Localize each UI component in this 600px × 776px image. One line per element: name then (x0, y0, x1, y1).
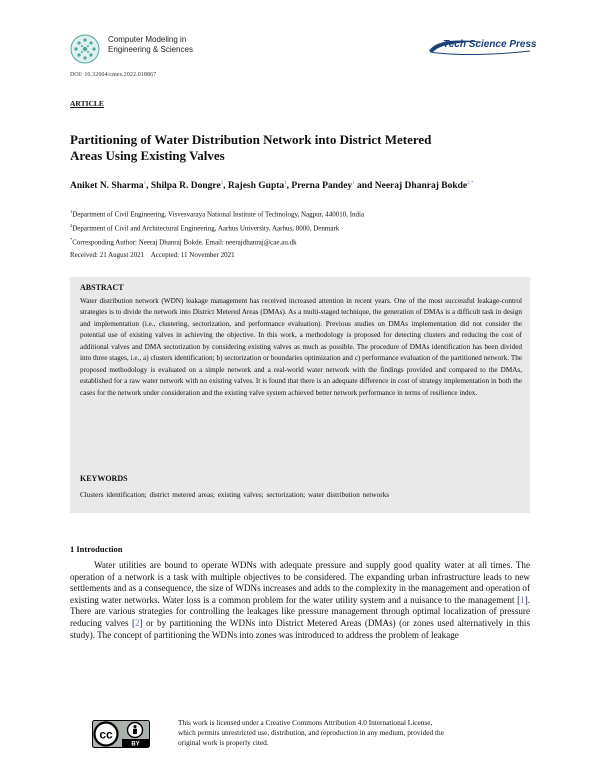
author-affiliation-mark[interactable]: 1 (284, 181, 287, 186)
affiliation-text: Department of Civil Engineering, Visvesvaraya National Institute of Technology, Nagpur, 440010, India (72, 210, 365, 219)
author-separator: , (223, 181, 228, 192)
author-name: Aniket N. Sharma (70, 181, 144, 192)
author-affiliation-mark[interactable]: 1 (220, 181, 224, 186)
by-badge-label: BY (131, 741, 140, 748)
affiliation-mark: 1 (70, 209, 73, 214)
abstract-heading: ABSTRACT (80, 283, 124, 292)
journal-name (108, 35, 193, 55)
author-list (70, 181, 540, 191)
section-heading-introduction: 1 Introduction (70, 544, 123, 554)
author-name: Rajesh Gupta (227, 181, 285, 192)
article-type-label: ARTICLE (70, 99, 104, 108)
license-line-3: original work is properly cited. (178, 738, 269, 747)
doi[interactable]: DOI: 10.32604/cmes.2022.018867 (70, 72, 157, 78)
license-line-2: which permits unrestricted use, distribution, and reproduction in any medium, provided the (178, 728, 444, 737)
abstract-text: Water distribution network (WDN) leakage management has received increased attention in recent years. One of the most successful leakage-control strategies is to divide the network into District Metered Areas (DMAs). As a multi-staged technique, the generation of DMAs is a difficult task in design and implementation (i.e., clustering, sectorization, and performance evaluation). Previous studies on DMAs implementation did not consider the potential use of existing valves in achieving the objective. In this work, a methodology is proposed for detecting clusters and reducing the cost of additional valves and DMA sectorization by considering existing valves as much as possible. The procedure of DMAs identification has been divided into three stages, i.e., a) clusters identification; b) sectorization or boundaries optimization and c) performance evaluation of the partitioned network. The proposed methodology is evaluated on a simple network and a real-world water network with the findings provided and compared to the DMAs, established for a raw water network with no existing valves. It is found that there is an adequate difference in cost of strategy implementation in both the cases for the network under consideration and the existing valve system achieved better network performance in terms of resilience index. (80, 297, 522, 397)
affiliation-1 (70, 209, 540, 218)
corresponding-author (70, 237, 540, 246)
publisher-name: Tech Science Press (443, 39, 537, 50)
corresponding-author-text[interactable]: Corresponding Author: Neeraj Dhanraj Bokde. Email: neerajdhanraj@cae.au.dk (72, 238, 297, 247)
intro-text-part: ]. There are various strategies for controlling the leakages like pressure management through optimal localization of pressure reducing valves [ (70, 594, 530, 628)
paper-title (70, 132, 530, 164)
intro-text-part: Water utilities are bound to operate WDNs with adequate pressure and supply good quality water at all times. The operation of a network is a task with multiple objectives to be considered. The expanding urban infrastructure leads to new settlements and as a consequence, the size of WDNs increases and adds to the complexity in the management and operation of existing water networks. Water loss is a common problem for the water utility system and a nuisance to the management [ (70, 560, 530, 605)
journal-logo-icon (70, 34, 100, 64)
affiliation-mark: * (70, 237, 73, 242)
cc-by-license-icon[interactable] (92, 720, 150, 748)
affiliation-mark: 2 (70, 223, 73, 228)
title-line-1: Partitioning of Water Distribution Network into District Metered (70, 132, 432, 147)
introduction-paragraph (70, 560, 530, 641)
author-affiliation-mark[interactable]: 2,* (467, 181, 474, 186)
author-name: Neeraj Dhanraj Bokde (374, 181, 468, 192)
journal-name-line2: Engineering & Sciences (108, 45, 193, 54)
author-affiliation-mark[interactable]: 1 (143, 181, 147, 186)
author-separator: and (354, 181, 375, 192)
received-accepted-dates: Received: 21 August 2021 Accepted: 11 November 2021 (70, 251, 235, 259)
author-name: Prerna Pandey (291, 181, 353, 192)
author-affiliation-mark[interactable]: 1 (352, 181, 355, 186)
journal-name-line1: Computer Modeling in (108, 35, 187, 44)
citation-link[interactable]: 2 (134, 617, 140, 628)
license-notice (178, 718, 538, 748)
license-line-1: This work is licensed under a Creative Commons Attribution 4.0 International License, (178, 718, 433, 727)
intro-text-part: ] or by partitioning the WDNs into District Metered Areas (DMAs) (or zones used alternatively in this study). The concept of partitioning the WDNs into zones was introduced to address the problem of leakage (70, 617, 530, 640)
publisher-logo (426, 38, 537, 56)
title-line-2: Areas Using Existing Valves (70, 148, 225, 163)
keywords-text: Clusters identification; district metered areas; existing valves; sectorization; water distribution networks (80, 491, 390, 499)
author-separator: , (286, 181, 292, 192)
affiliation-2 (70, 223, 540, 232)
affiliation-text: Department of Civil and Architectural Engineering, Aarhus University, Aarhus, 8000, Denmark (72, 224, 340, 233)
author-separator: , (146, 181, 151, 192)
cc-badge-label: cc (99, 727, 113, 742)
citation-link[interactable]: 1 (520, 594, 525, 605)
author-name: Shilpa R. Dongre (150, 181, 221, 192)
keywords-heading: KEYWORDS (80, 474, 128, 483)
